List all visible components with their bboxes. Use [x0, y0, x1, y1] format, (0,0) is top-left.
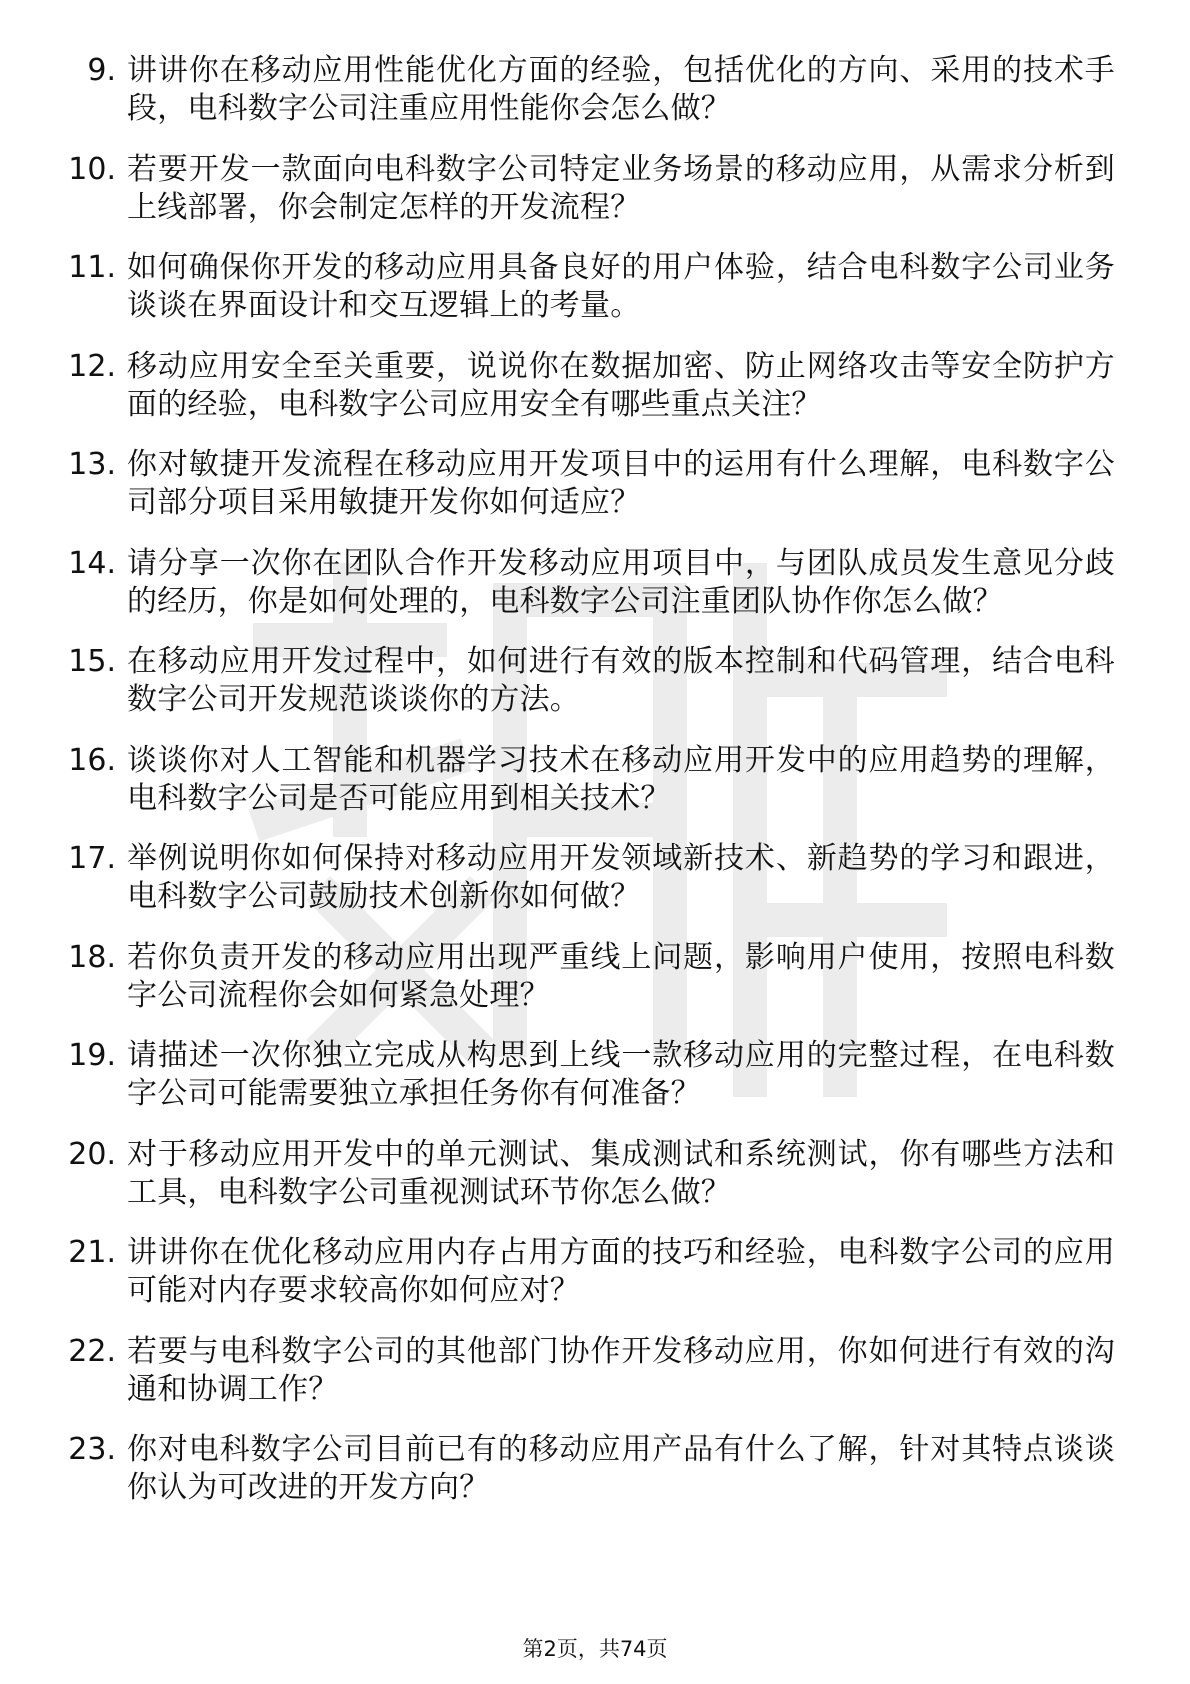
question-text: 若要与电科数字公司的其他部门协作开发移动应用，你如何进行有效的沟通和协调工作？ — [127, 1333, 1115, 1407]
question-item-15 — [55, 643, 1115, 719]
question-text: 举例说明你如何保持对移动应用开发领域新技术、新趋势的学习和跟进，电科数字公司鼓励技术创新你如何做？ — [127, 841, 1115, 914]
question-item-13 — [55, 446, 1115, 522]
question-number: 18. — [68, 939, 116, 975]
question-text: 移动应用安全至关重要，说说你在数据加密、防止网络攻击等安全防护方面的经验，电科数字公司应用安全有哪些重点关注？ — [127, 348, 1115, 422]
question-text: 你对电科数字公司目前已有的移动应用产品有什么了解，针对其特点谈谈你认为可改进的开发方向？ — [127, 1432, 1115, 1505]
question-number: 21. — [68, 1235, 116, 1270]
question-number: 10. — [68, 151, 116, 187]
question-item-20 — [55, 1136, 1115, 1212]
question-text: 请分享一次你在团队合作开发移动应用项目中，与团队成员发生意见分歧的经历，你是如何处理的，电科数字公司注重团队协作你怎么做？ — [127, 545, 1115, 619]
question-item-12 — [55, 348, 1115, 424]
question-text: 讲讲你在优化移动应用内存占用方面的技巧和经验，电科数字公司的应用可能对内存要求较高你如何应对？ — [127, 1235, 1115, 1308]
question-item-21 — [55, 1234, 1115, 1310]
question-number: 14. — [68, 545, 116, 581]
question-item-11 — [55, 249, 1115, 325]
question-number: 16. — [68, 742, 116, 778]
question-item-18 — [55, 939, 1115, 1015]
question-text: 若要开发一款面向电科数字公司特定业务场景的移动应用，从需求分析到上线部署，你会制定怎样的开发流程？ — [127, 151, 1115, 225]
question-text: 对于移动应用开发中的单元测试、集成测试和系统测试，你有哪些方法和工具，电科数字公司重视测试环节你怎么做？ — [127, 1136, 1115, 1210]
question-number: 12. — [68, 348, 116, 384]
question-text: 若你负责开发的移动应用出现严重线上问题，影响用户使用，按照电科数字公司流程你会如何紧急处理？ — [127, 939, 1115, 1013]
question-text: 讲讲你在移动应用性能优化方面的经验，包括优化的方向、采用的技术手段，电科数字公司注重应用性能你会怎么做？ — [127, 53, 1115, 126]
page-footer — [0, 1636, 1190, 1662]
question-number: 22. — [68, 1333, 116, 1369]
question-item-19 — [55, 1037, 1115, 1113]
question-number: 13. — [68, 447, 116, 482]
question-number: 20. — [68, 1136, 116, 1172]
question-text: 请描述一次你独立完成从构思到上线一款移动应用的完整过程，在电科数字公司可能需要独立承担任务你有何准备？ — [127, 1038, 1115, 1111]
question-text: 谈谈你对人工智能和机器学习技术在移动应用开发中的应用趋势的理解，电科数字公司是否可能应用到相关技术？ — [127, 742, 1115, 816]
question-list — [55, 52, 1115, 1530]
page-number-label: 第2页，共74页 — [522, 1637, 668, 1661]
question-number: 19. — [68, 1038, 116, 1073]
question-item-17 — [55, 840, 1115, 916]
question-number: 23. — [68, 1432, 116, 1467]
question-item-9 — [55, 52, 1115, 128]
question-text: 在移动应用开发过程中，如何进行有效的版本控制和代码管理，结合电科数字公司开发规范谈谈你的方法。 — [127, 644, 1115, 717]
question-item-16 — [55, 742, 1115, 818]
question-text: 你对敏捷开发流程在移动应用开发项目中的运用有什么理解，电科数字公司部分项目采用敏捷开发你如何适应？ — [127, 447, 1115, 520]
question-item-23 — [55, 1431, 1115, 1507]
question-item-10 — [55, 151, 1115, 227]
question-item-22 — [55, 1333, 1115, 1409]
question-text: 如何确保你开发的移动应用具备良好的用户体验，结合电科数字公司业务谈谈在界面设计和交互逻辑上的考量。 — [127, 250, 1115, 323]
question-number: 11. — [68, 250, 116, 285]
question-number: 15. — [68, 644, 116, 679]
question-item-14 — [55, 545, 1115, 621]
question-number: 9. — [87, 53, 116, 88]
question-number: 17. — [68, 841, 116, 876]
